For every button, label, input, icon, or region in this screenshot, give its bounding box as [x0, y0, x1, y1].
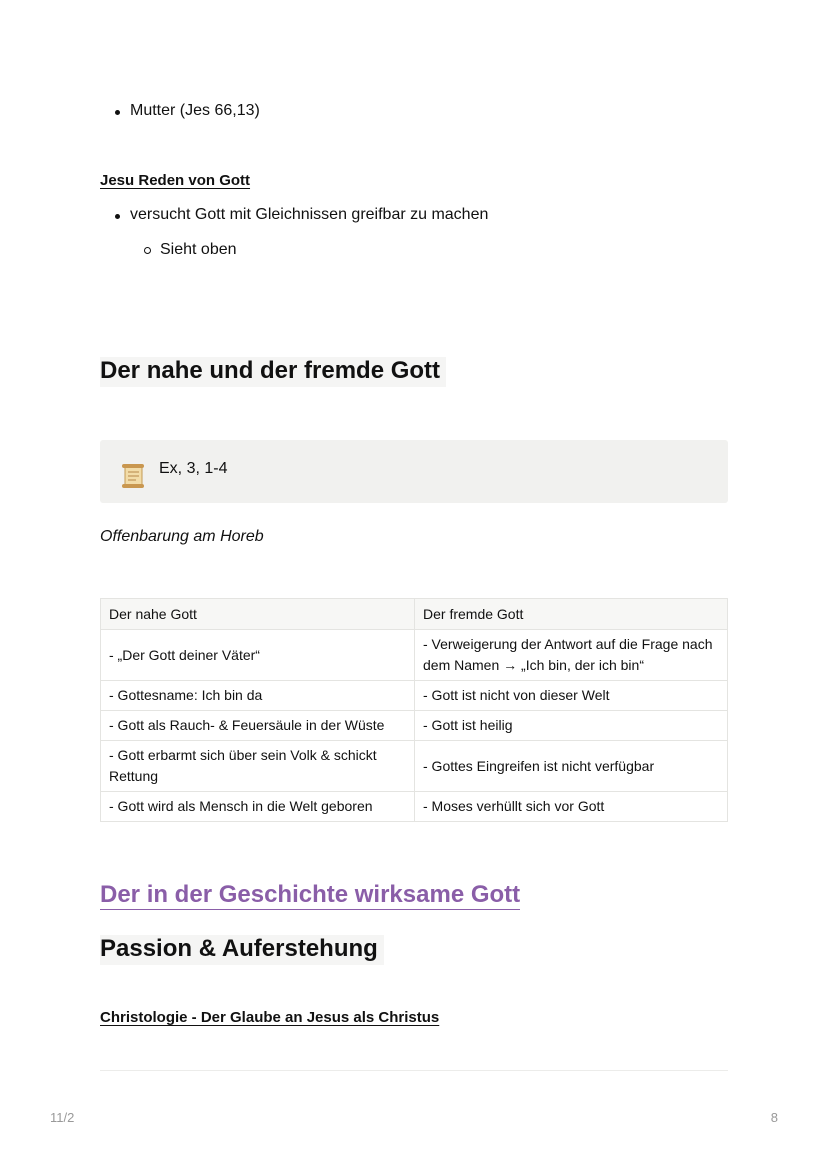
heading-jesu-reden: Jesu Reden von Gott — [100, 172, 251, 189]
table-row — [101, 741, 728, 792]
heading-passion: Passion & Auferstehung — [100, 935, 384, 965]
table-cell: - Gott als Rauch- & Feuersäule in der Wüste — [101, 711, 415, 741]
table-cell: - Gottesname: Ich bin da — [101, 681, 415, 711]
list-item-gleichnisse: versucht Gott mit Gleichnissen greifbar zu machen — [130, 206, 489, 223]
heading-christologie: Christologie - Der Glaube an Jesus als Christus — [100, 1009, 440, 1026]
scroll-icon — [118, 460, 148, 490]
table-cell: - Gott ist nicht von dieser Welt — [415, 681, 728, 711]
link-heading-geschichte[interactable]: Der in der Geschichte wirksame Gott — [100, 881, 521, 908]
sub-list-item-sieht-oben: Sieht oben — [160, 241, 237, 258]
table-cell: - Gottes Eingreifen ist nicht verfügbar — [415, 741, 728, 792]
table-header-cell: Der fremde Gott — [415, 599, 728, 630]
table-row — [101, 711, 728, 741]
caption-offenbarung: Offenbarung am Horeb — [100, 528, 264, 545]
footer-left: 11/2 — [50, 1110, 75, 1125]
table-cell: - Verweigerung der Antwort auf die Frage nach dem Namen → „Ich bin, der ich bin“ — [415, 630, 728, 681]
divider — [100, 1070, 728, 1071]
table-row — [101, 792, 728, 822]
table-cell: - Gott wird als Mensch in die Welt geboren — [101, 792, 415, 822]
callout — [100, 440, 728, 503]
table-cell: - „Der Gott deiner Väter“ — [101, 630, 415, 681]
table-row — [101, 681, 728, 711]
table-header-row — [101, 599, 728, 630]
table-cell: - Gott erbarmt sich über sein Volk & schickt Rettung — [101, 741, 415, 792]
comparison-table — [100, 598, 728, 822]
heading-nahe-fremde-gott: Der nahe und der fremde Gott — [100, 357, 446, 387]
table-header-cell: Der nahe Gott — [101, 599, 415, 630]
callout-text: Ex, 3, 1-4 — [159, 460, 228, 477]
table-cell: - Moses verhüllt sich vor Gott — [415, 792, 728, 822]
list-item-mutter: Mutter (Jes 66,13) — [130, 102, 260, 119]
page-number: 8 — [770, 1110, 778, 1125]
table-row — [101, 630, 728, 681]
table-cell: - Gott ist heilig — [415, 711, 728, 741]
